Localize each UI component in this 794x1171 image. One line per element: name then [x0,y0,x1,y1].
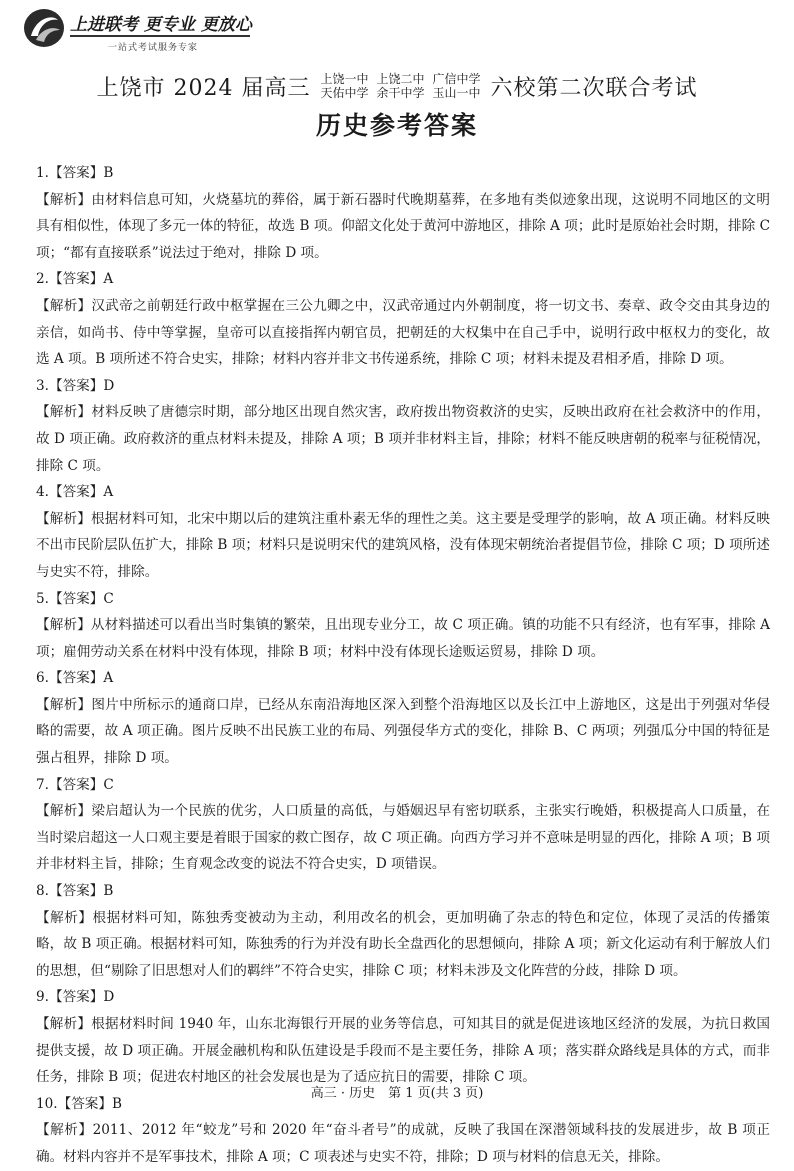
answer-key: 2.【答案】A [36,271,114,288]
answer-list [36,160,770,1171]
question-item [36,586,770,666]
answer-key: 8.【答案】B [36,883,114,900]
answer-key: 10.【答案】B [36,1095,122,1112]
school-name: 玉山一中 [432,86,481,100]
answer-key: 4.【答案】A [36,484,114,501]
question-item [36,160,770,266]
exam-title-right: 六校第二次联合考试 [490,75,698,101]
answer-analysis: 【解析】根据材料可知，陈独秀变被动为主动，利用改名的机会，更加明确了杂志的特色和定位，体现了灵活的传播策略，故 B 项正确。根据材料可知，陈独秀的行为并没有助长全盘西化的思想倾向，排除 A 项；新文化运动有利于解放人们的思想，但“剔除了旧思想对人们的羁绊”不符合史实，排除 C 项；材料未涉及文化阵营的分歧，排除 D 项。 [36,909,770,979]
exam-title-left: 上饶市 2024 届高三 [96,75,311,101]
subject-title: 历史参考答案 [315,111,478,140]
answer-key: 5.【答案】C [36,590,114,607]
answer-analysis: 【解析】由材料信息可知，火烧墓坑的葬俗，属于新石器时代晚期墓葬，在多地有类似迹象出现，这说明不同地区的文明具有相似性，体现了多元一体的特征，故选 B 项。仰韶文化处于黄河中游地区，排除 A 项；此时是原始社会时期，排除 C 项；“都有直接联系”说法过于绝对，排除 D 项。 [36,191,770,261]
answer-analysis: 【解析】梁启超认为一个民族的优劣，人口质量的高低，与婚姻迟早有密切联系，主张实行晚婚，积极提高人口质量，在当时梁启超这一人口观主要是着眼于国家的救亡图存，故 C 项正确。向西方学习并不意味是明显的西化，排除 A 项；B 项并非材料主旨，排除；生育观念改变的说法不符合史实，D 项错误。 [36,803,770,873]
question-item [36,266,770,372]
question-item [36,665,770,771]
question-item [36,772,770,878]
answer-key: 9.【答案】D [36,989,115,1006]
answer-analysis: 【解析】从材料描述可以看出当时集镇的繁荣，且出现专业分工，故 C 项正确。镇的功能不只有经济，也有军事，排除 A 项；雇佣劳动关系在材料中没有体现，排除 B 项；材料中没有体现长途贩运贸易，排除 D 项。 [36,617,770,660]
answer-key: 7.【答案】C [36,776,114,793]
brand-logo [22,6,282,52]
question-item [36,373,770,479]
answer-analysis: 【解析】2011、2012 年“蛟龙”号和 2020 年“奋斗者号”的成就，反映了我国在深潜领域科技的发展进步，故 B 项正确。材料内容并不是军事技术，排除 A 项；C 项表述与史实不符，排除；D 项与材料的信息无关，排除。 [36,1122,770,1165]
school-name: 上饶二中 [376,72,425,86]
logo-divider [70,35,250,37]
school-name: 广信中学 [432,72,481,86]
brand-tagline: 一站式考试服务专家 [108,43,199,53]
page-footer: 高三 · 历史 第 1 页(共 3 页) [310,1086,484,1101]
answer-analysis: 【解析】图片中所标示的通商口岸，已经从东南沿海地区深入到整个沿海地区以及长江中上游地区，这是出于列强对华侵略的需要，故 A 项正确。图片反映不出民族工业的布局、列强侵华方式的变化，排除 B、C 两项；列强瓜分中国的特征是强占租界，排除 D 项。 [36,696,770,767]
question-item [36,479,770,585]
school-name: 余干中学 [376,86,425,100]
answer-key: 1.【答案】B [36,165,114,181]
question-item [36,984,770,1090]
answer-key: 6.【答案】A [36,670,114,687]
logo-swirl-icon [22,6,66,50]
answer-key: 3.【答案】D [36,377,115,394]
school-name: 上饶一中 [320,72,369,86]
answer-analysis: 【解析】汉武帝之前朝廷行政中枢掌握在三公九卿之中，汉武帝通过内外朝制度，将一切文书、奏章、政令交由其身边的亲信，如尚书、侍中等掌握，皇帝可以直接指挥内朝官员，把朝廷的大权集中在自己手中，说明行政中枢权力的变化，故选 A 项。B 项所述不符合史实，排除；材料内容并非文书传递系统，排除 C 项；材料未提及君相矛盾，排除 D 项。 [36,297,770,368]
brand-slogan: 上进联考 更专业 更放心 [70,15,252,35]
school-name: 天佑中学 [320,86,369,100]
school-list [320,72,480,100]
answer-analysis: 【解析】根据材料时间 1940 年，山东北海银行开展的业务等信息，可知其目的就是促进该地区经济的发展，为抗日救国提供支援，故 D 项正确。开展金融机构和队伍建设是手段而不是主要任务，排除 A 项；落实群众路线是具体的方式，而非任务，排除 B 项；促进农村地区的社会发展也是为了适应抗日的需要，排除 C 项。 [36,1016,770,1086]
question-item [36,878,770,984]
question-item [36,1091,770,1171]
exam-title [0,64,794,108]
answer-analysis: 【解析】根据材料可知，北宋中期以后的建筑注重朴素无华的理性之美。这主要是受理学的影响，故 A 项正确。材料反映不出市民阶层队伍扩大，排除 B 项；材料只是说明宋代的建筑风格，没有体现宋朝统治者提倡节俭，排除 C 项；D 项所述与史实不符，排除。 [36,510,770,580]
answer-analysis: 【解析】材料反映了唐德宗时期，部分地区出现自然灾害，政府拨出物资救济的史实，反映出政府在社会救济中的作用，故 D 项正确。政府救济的重点材料未提及，排除 A 项；B 项并非材料主旨，排除；材料不能反映唐朝的税率与征税情况，排除 C 项。 [36,404,770,474]
